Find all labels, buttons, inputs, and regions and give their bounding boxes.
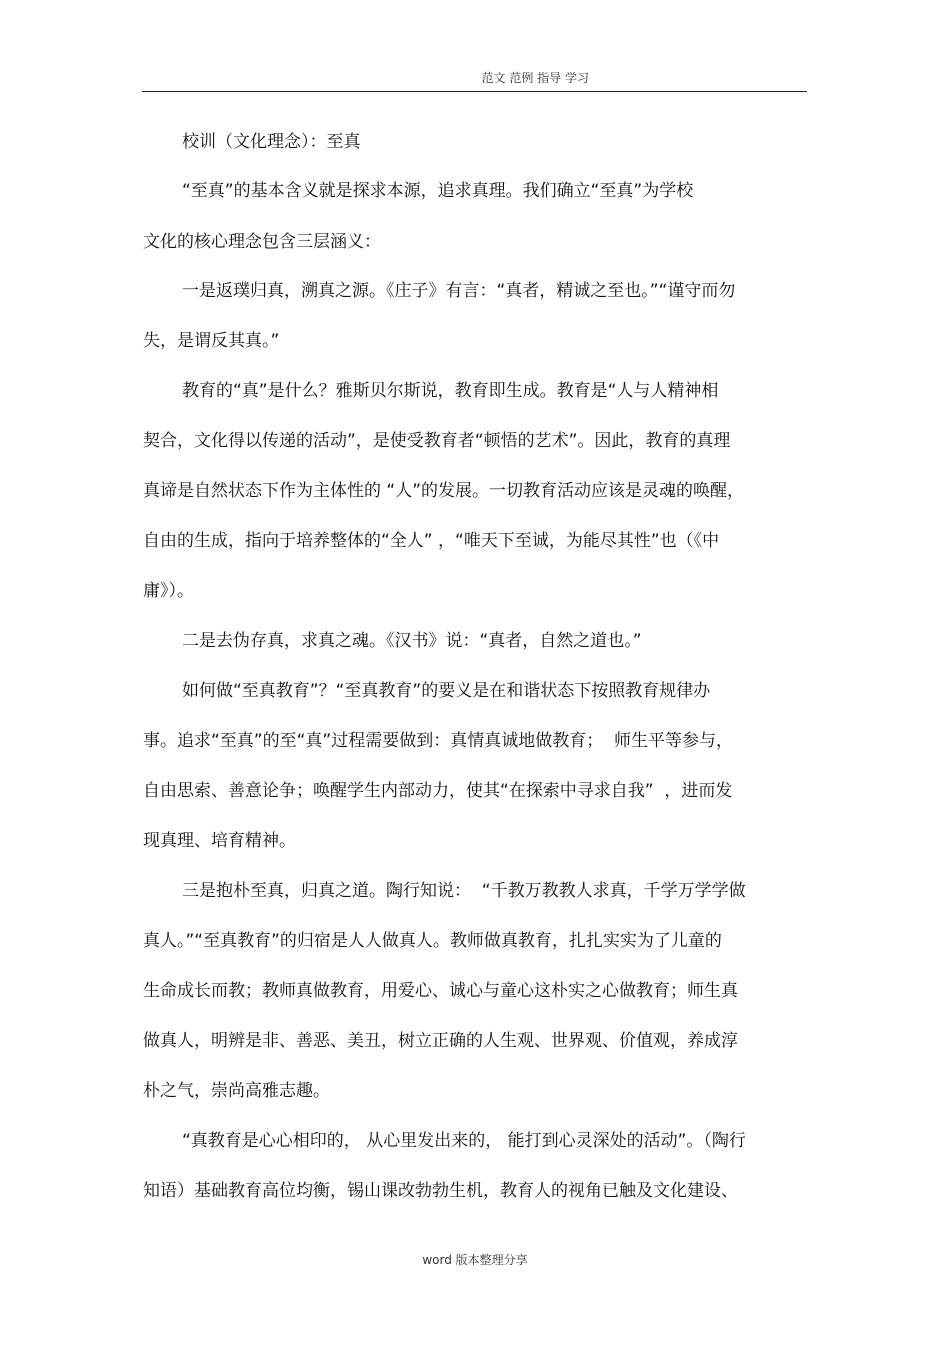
paragraph-line: 教育的“真”是什么？雅斯贝尔斯说，教育即生成。教育是“人与人精神相 [182,381,719,401]
paragraph-line: 一是返璞归真，溯真之源。《庄子》有言：“真者，精诚之至也。”“谨守而勿 [182,281,736,301]
paragraph-line: 朴之气，崇尚高雅志趣。 [143,1081,330,1101]
paragraph-line: 庸》）。 [143,581,194,601]
paragraph-line: 真人。”“至真教育”的归宿是人人做真人。教师做真教育，扎扎实实为了儿童的 [143,931,722,951]
paragraph-line: 契合，文化得以传递的活动”，是使受教育者“顿悟的艺术”。因此，教育的真理 [143,431,731,451]
page-footer: word 版本整理分享 [422,1253,528,1267]
paragraph-line: 三是抱朴至真，归真之道。陶行知说： “千教万教教人求真，千学万学学做 [182,881,746,901]
paragraph-line: 自由的生成，指向于培养整体的“全人” ，“唯天下至诚，为能尽其性”也（《中 [143,531,720,551]
paragraph-line: “至真”的基本含义就是探求本源，追求真理。我们确立“至真”为学校 [182,181,694,201]
paragraph-line: 生命成长而教；教师真做教育，用爱心、诚心与童心这朴实之心做教育；师生真 [143,981,738,1001]
paragraph-line: 做真人，明辨是非、善恶、美丑，树立正确的人生观、世界观、价值观，养成淳 [143,1031,738,1051]
paragraph-line: 自由思索、善意论争；唤醒学生内部动力，使其“在探索中寻求自我” ，进而发 [143,781,733,801]
paragraph-line: 失，是谓反其真。” [143,331,280,351]
header-text: 范文 范例 指导 学习 [481,71,589,85]
page-header [142,66,807,92]
paragraph-line: “真教育是心心相印的， 从心里发出来的， 能打到心灵深处的活动”。（陶行 [182,1131,746,1151]
paragraph-line: 知语）基础教育高位均衡，锡山课改勃勃生机，教育人的视角已触及文化建设、 [143,1181,738,1201]
paragraph-line: 现真理、培育精神。 [143,831,296,851]
paragraph-line: 真谛是自然状态下作为主体性的 “人”的发展。一切教育活动应该是灵魂的唤醒， [143,481,745,501]
paragraph-line: 如何做“至真教育”？“至真教育”的要义是在和谐状态下按照教育规律办 [182,681,711,701]
paragraph-line: 二是去伪存真，求真之魂。《汉书》说：“真者，自然之道也。” [182,631,642,651]
paragraph-line: 事。追求“至真”的至“真”过程需要做到：真情真诚地做教育； 师生平等参与， [143,731,734,751]
motto-line: 校训（文化理念）：至真 [182,132,361,152]
paragraph-line: 文化的核心理念包含三层涵义： [143,232,381,252]
